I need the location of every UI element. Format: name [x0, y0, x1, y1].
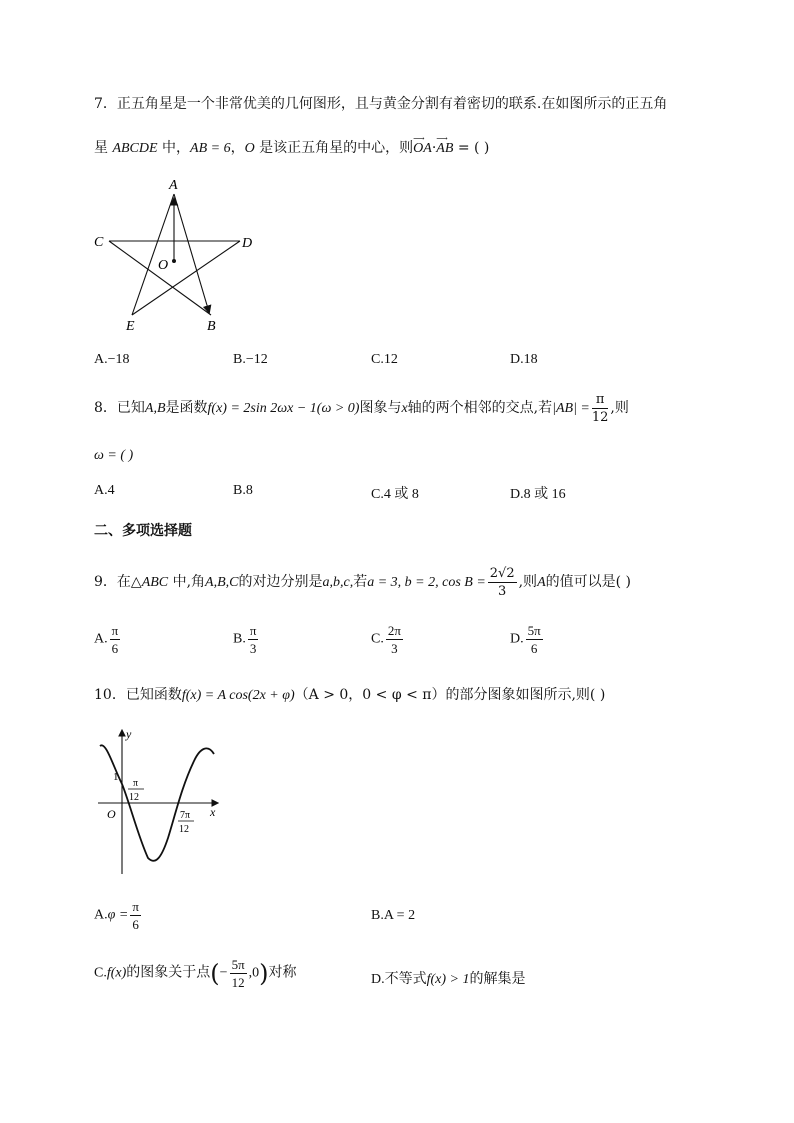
- vector-ab: ⟶ AB: [436, 138, 453, 159]
- label-e: E: [126, 319, 135, 334]
- q10-option-d[interactable]: D.不等式f(x) > 1的解集是: [371, 972, 526, 987]
- vector-arrow-icon: ⟶: [436, 134, 447, 143]
- q8-line2: ω = ( ): [94, 448, 134, 463]
- vector-arrow-icon: ⟶: [413, 134, 424, 143]
- star-edge-cb: [109, 241, 211, 315]
- tick1-den: 12: [129, 792, 139, 803]
- q10-option-c[interactable]: C.f(x)的图象关于点(− $\frac{5\pi}{12}$ ,0)对称: [94, 957, 297, 990]
- q8-line1: 8．已知A,B是函数f(x) = 2sin 2ωx − 1(ω > 0)图象与x轴的两个相邻的交点,若|AB| = $\frac{\pi}{12}$ ,则: [94, 391, 629, 425]
- q9-option-b[interactable]: B. $\frac{\pi}{3}$: [233, 623, 257, 656]
- q7-option-d[interactable]: D.18: [510, 352, 538, 367]
- q7-line2: 星 ABCDE 中，AB = 6，O 是该正五角星的中心，则 ⟶ OA· ⟶ AB = ( ): [94, 138, 489, 159]
- q9-option-a[interactable]: A. $\frac{\pi}{6}$: [94, 623, 119, 656]
- tick1-num: π: [133, 778, 139, 789]
- q9-line: 9．在△ABC 中,角A,B,C的对边分别是a,b,c,若a = 3, b = 2, cos B = $\frac{2√2}{3}$ ,则A的值可以是( ): [94, 565, 631, 599]
- q10-function: f(x) = A cos(2x + φ): [181, 688, 295, 703]
- y-axis-label: y: [126, 727, 132, 741]
- q7-line1: 7．正五角星是一个非常优美的几何图形，且与黄金分割有着密切的联系.在如图所示的正五角: [94, 96, 668, 112]
- tick2-num: 7π: [180, 810, 191, 821]
- q10-option-b[interactable]: B.A = 2: [371, 908, 416, 923]
- label-a: A: [169, 178, 178, 193]
- q9-fraction: $\frac{2√2}{3}$: [489, 565, 515, 599]
- q8-fraction: $\frac{\pi}{12}$: [591, 391, 609, 425]
- q8-function: f(x) = 2sin 2ωx − 1(ω > 0): [207, 401, 360, 416]
- pentagram-figure: [88, 174, 268, 334]
- label-c: C: [94, 235, 104, 250]
- q8-option-a[interactable]: A.4: [94, 483, 115, 498]
- q9-condition: a = 3, b = 2, cos B =: [367, 575, 486, 590]
- q10-line: 10．已知函数f(x) = A cos(2x + φ)（A > 0，0 < φ < π）的部分图象如图所示,则( ): [94, 687, 606, 703]
- q8-option-b[interactable]: B.8: [233, 483, 253, 498]
- section-heading: 二、多项选择题: [94, 523, 192, 539]
- q9-option-c[interactable]: C. $\frac{2\pi}{3}$: [371, 623, 401, 656]
- star-edge-ed: [132, 241, 240, 315]
- star-name: ABCDE: [112, 141, 158, 156]
- label-o: O: [158, 258, 169, 273]
- cosine-graph: [96, 726, 226, 876]
- q7-option-c[interactable]: C.12: [371, 352, 398, 367]
- star-edge-ae: [132, 194, 174, 315]
- q10-option-a[interactable]: A.φ = $\frac{\pi}{6}$: [94, 899, 139, 932]
- q7-option-b[interactable]: B.−12: [233, 352, 268, 367]
- origin-label: O: [107, 807, 116, 821]
- center-point: [172, 259, 176, 263]
- y-intercept-label: 1: [113, 771, 119, 783]
- q9-option-d[interactable]: D. $\frac{5\pi}{6}$: [510, 623, 541, 656]
- vector-ab-arrow: [174, 194, 209, 312]
- q7-option-a[interactable]: A.−18: [94, 352, 130, 367]
- x-axis-label: x: [210, 805, 216, 819]
- abs-ab: |AB| =: [552, 401, 590, 416]
- label-b: B: [207, 319, 216, 334]
- q8-option-d[interactable]: D.8 或 16: [510, 487, 566, 502]
- label-d: D: [242, 236, 253, 251]
- tick2-den: 12: [179, 824, 189, 835]
- ab-equation: AB = 6: [190, 141, 231, 156]
- q8-option-c[interactable]: C.4 或 8: [371, 487, 419, 502]
- center-o: O: [244, 141, 255, 156]
- vector-oa: ⟶ OA: [413, 138, 432, 159]
